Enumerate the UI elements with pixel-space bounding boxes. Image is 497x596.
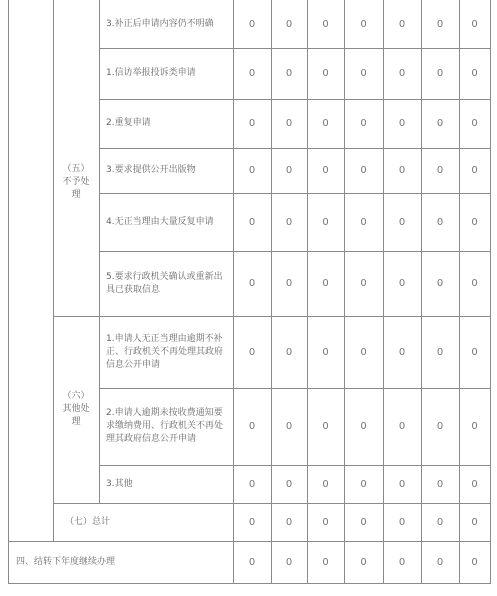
value-cell <box>271 251 307 316</box>
carryover-value-cell-text: 0 <box>248 556 256 568</box>
value-cell <box>233 148 271 193</box>
row-label <box>99 48 233 99</box>
total-label <box>53 503 233 541</box>
value-cell <box>271 388 307 465</box>
carryover-value-cell <box>344 541 383 583</box>
value-cell <box>233 99 271 148</box>
carryover-value-cell-text: 0 <box>436 556 444 568</box>
value-cell-text: 0 <box>322 478 329 490</box>
value-cell <box>271 0 307 48</box>
value-cell-text: 0 <box>471 165 478 176</box>
value-cell <box>383 48 421 99</box>
total-value-cell <box>307 503 344 541</box>
value-cell <box>307 99 344 148</box>
carryover-value-cell-text: 0 <box>471 556 478 568</box>
value-cell <box>421 251 459 316</box>
value-cell-text: 0 <box>436 118 444 129</box>
value-cell-text: 0 <box>436 478 444 490</box>
value-cell-text: 0 <box>398 118 406 129</box>
table-border-right <box>490 0 491 584</box>
group-label-no-processing <box>53 48 99 316</box>
value-cell <box>421 316 459 388</box>
value-cell-text: 0 <box>360 421 367 432</box>
value-cell-text: 0 <box>436 68 444 79</box>
value-cell-text: 0 <box>436 165 444 176</box>
row-label <box>99 99 233 148</box>
value-cell <box>344 99 383 148</box>
value-cell <box>233 251 271 316</box>
value-cell-text: 0 <box>471 346 478 358</box>
value-cell-text: 0 <box>285 421 293 432</box>
value-cell <box>344 48 383 99</box>
value-cell-text: 0 <box>471 118 478 129</box>
value-cell-text: 0 <box>398 18 406 30</box>
carryover-value-cell <box>421 541 459 583</box>
carryover-value-cell-text: 0 <box>322 556 329 568</box>
row-label-text: 5.要求行政机关确认或重新出具已获取信息 <box>106 271 223 295</box>
value-cell <box>233 48 271 99</box>
total-value-cell <box>459 503 490 541</box>
value-cell-text: 0 <box>436 421 444 432</box>
total-value-cell-text: 0 <box>471 516 478 528</box>
value-cell <box>271 99 307 148</box>
total-value-cell <box>233 503 271 541</box>
value-cell <box>307 193 344 251</box>
value-cell-text: 0 <box>322 421 329 432</box>
row-label <box>99 316 233 388</box>
value-cell <box>344 193 383 251</box>
value-cell-text: 0 <box>248 165 256 176</box>
total-value-cell <box>271 503 307 541</box>
value-cell <box>271 465 307 503</box>
value-cell-text: 0 <box>322 165 329 176</box>
value-cell <box>271 316 307 388</box>
carryover-value-cell <box>233 541 271 583</box>
value-cell <box>307 148 344 193</box>
value-cell-text: 0 <box>360 165 367 176</box>
value-cell-text: 0 <box>398 278 406 289</box>
row-label-text: 2.申请人逾期未按收费通知要求缴纳费用、行政机关不再处理其政府信息公开申请 <box>106 408 224 444</box>
total-value-cell-text: 0 <box>360 516 367 528</box>
value-cell-text: 0 <box>285 18 293 30</box>
value-cell <box>421 0 459 48</box>
value-cell <box>233 465 271 503</box>
value-cell-text: 0 <box>360 278 367 289</box>
value-cell <box>307 316 344 388</box>
value-cell-text: 0 <box>322 346 329 358</box>
total-value-cell-text: 0 <box>285 516 293 528</box>
value-cell <box>421 48 459 99</box>
value-cell-text: 0 <box>436 278 444 289</box>
value-cell-text: 0 <box>248 18 256 30</box>
value-cell <box>421 99 459 148</box>
carryover-value-cell <box>307 541 344 583</box>
row-label-text: 3.其他 <box>106 478 133 489</box>
value-cell-text: 0 <box>471 478 478 490</box>
value-cell-text: 0 <box>471 68 478 79</box>
row-label-text: 4.无正当理由大量反复申请 <box>106 216 214 227</box>
total-value-cell-text: 0 <box>398 516 406 528</box>
value-cell-text: 0 <box>322 18 329 30</box>
value-cell <box>459 251 490 316</box>
value-cell-text: 0 <box>285 278 293 289</box>
value-cell <box>271 48 307 99</box>
value-cell-text: 0 <box>285 216 293 228</box>
value-cell <box>459 0 490 48</box>
value-cell-text: 0 <box>360 18 367 30</box>
value-cell <box>459 193 490 251</box>
value-cell-text: 0 <box>285 346 293 358</box>
value-cell <box>383 0 421 48</box>
value-cell <box>307 48 344 99</box>
total-value-cell-text: 0 <box>248 516 256 528</box>
value-cell <box>459 465 490 503</box>
value-cell-text: 0 <box>471 18 478 30</box>
value-cell <box>271 148 307 193</box>
value-cell <box>383 148 421 193</box>
value-cell <box>383 316 421 388</box>
value-cell-text: 0 <box>471 216 478 228</box>
value-cell-text: 0 <box>248 478 256 490</box>
total-value-cell-text: 0 <box>436 516 444 528</box>
carryover-value-cell-text: 0 <box>360 556 367 568</box>
table-border-left <box>8 0 9 584</box>
group-label-other-processing <box>53 316 99 503</box>
value-cell-text: 0 <box>436 346 444 358</box>
carryover-value-cell <box>271 541 307 583</box>
value-cell <box>344 148 383 193</box>
value-cell <box>421 465 459 503</box>
row-label <box>99 388 233 465</box>
value-cell <box>459 48 490 99</box>
value-cell-text: 0 <box>248 278 256 289</box>
row-label <box>99 193 233 251</box>
value-cell-text: 0 <box>360 216 367 228</box>
value-cell <box>307 251 344 316</box>
value-cell-text: 0 <box>471 421 478 432</box>
value-cell-text: 0 <box>360 118 367 129</box>
value-cell <box>421 388 459 465</box>
value-cell-text: 0 <box>285 68 293 79</box>
value-cell-text: 0 <box>436 18 444 30</box>
value-cell-text: 0 <box>471 278 478 289</box>
value-cell <box>307 388 344 465</box>
value-cell-text: 0 <box>398 216 406 228</box>
row-label <box>99 0 233 48</box>
value-cell-text: 0 <box>285 165 293 176</box>
row-label-text: 1.信访举报投诉类申请 <box>106 68 196 78</box>
value-cell <box>344 251 383 316</box>
value-cell <box>421 193 459 251</box>
row-label-text: 3.补正后申请内容仍不明确 <box>106 18 214 29</box>
carryover-value-cell <box>383 541 421 583</box>
value-cell-text: 0 <box>322 278 329 289</box>
value-cell <box>233 193 271 251</box>
value-cell <box>459 316 490 388</box>
row-label <box>99 148 233 193</box>
value-cell <box>383 193 421 251</box>
row-label <box>99 465 233 503</box>
total-label-text: （七）总计 <box>65 516 111 527</box>
value-cell <box>233 388 271 465</box>
value-cell <box>459 148 490 193</box>
carryover-value-cell-text: 0 <box>398 556 406 568</box>
value-cell-text: 0 <box>285 118 293 129</box>
value-cell <box>344 465 383 503</box>
row-label-text: 1.申请人无正当理由逾期不补正、行政机关不再处理其政府信息公开申请 <box>106 333 224 370</box>
value-cell <box>271 193 307 251</box>
row-label-text: 3.要求提供公开出版物 <box>106 165 196 175</box>
value-cell <box>307 0 344 48</box>
value-cell-text: 0 <box>360 68 367 79</box>
value-cell-text: 0 <box>398 421 406 432</box>
total-value-cell <box>421 503 459 541</box>
value-cell <box>233 0 271 48</box>
value-cell-text: 0 <box>398 68 406 79</box>
total-value-cell <box>383 503 421 541</box>
total-value-cell-text: 0 <box>322 516 329 528</box>
value-cell-text: 0 <box>322 118 329 129</box>
value-cell-text: 0 <box>436 216 444 228</box>
value-cell-text: 0 <box>248 118 256 129</box>
value-cell-text: 0 <box>285 478 293 490</box>
value-cell <box>383 99 421 148</box>
value-cell <box>344 316 383 388</box>
value-cell <box>383 465 421 503</box>
group-label-no-processing-text: （五）不予处理 <box>62 163 90 200</box>
value-cell-text: 0 <box>248 346 256 358</box>
value-cell-text: 0 <box>398 346 406 358</box>
row-label <box>99 251 233 316</box>
value-cell-text: 0 <box>398 478 406 490</box>
value-cell <box>459 388 490 465</box>
group-label-other-processing-text: （六）其他处理 <box>62 391 90 427</box>
value-cell <box>383 251 421 316</box>
value-cell <box>233 316 271 388</box>
value-cell <box>383 388 421 465</box>
value-cell <box>344 388 383 465</box>
row-label-text: 2.重复申请 <box>106 118 151 128</box>
value-cell <box>421 148 459 193</box>
value-cell-text: 0 <box>248 68 256 79</box>
carryover-label-text: 四、结转下年度继续办理 <box>16 556 116 567</box>
value-cell-text: 0 <box>360 346 367 358</box>
value-cell <box>307 465 344 503</box>
value-cell-text: 0 <box>360 478 367 490</box>
value-cell <box>344 0 383 48</box>
carryover-value-cell <box>459 541 490 583</box>
table-border-bottom <box>8 583 491 584</box>
carryover-label <box>8 541 233 583</box>
value-cell-text: 0 <box>322 68 329 79</box>
value-cell-text: 0 <box>322 216 329 228</box>
carryover-value-cell-text: 0 <box>285 556 293 568</box>
value-cell-text: 0 <box>398 165 406 176</box>
value-cell-text: 0 <box>248 216 256 228</box>
total-value-cell <box>344 503 383 541</box>
value-cell <box>459 99 490 148</box>
value-cell-text: 0 <box>248 421 256 432</box>
